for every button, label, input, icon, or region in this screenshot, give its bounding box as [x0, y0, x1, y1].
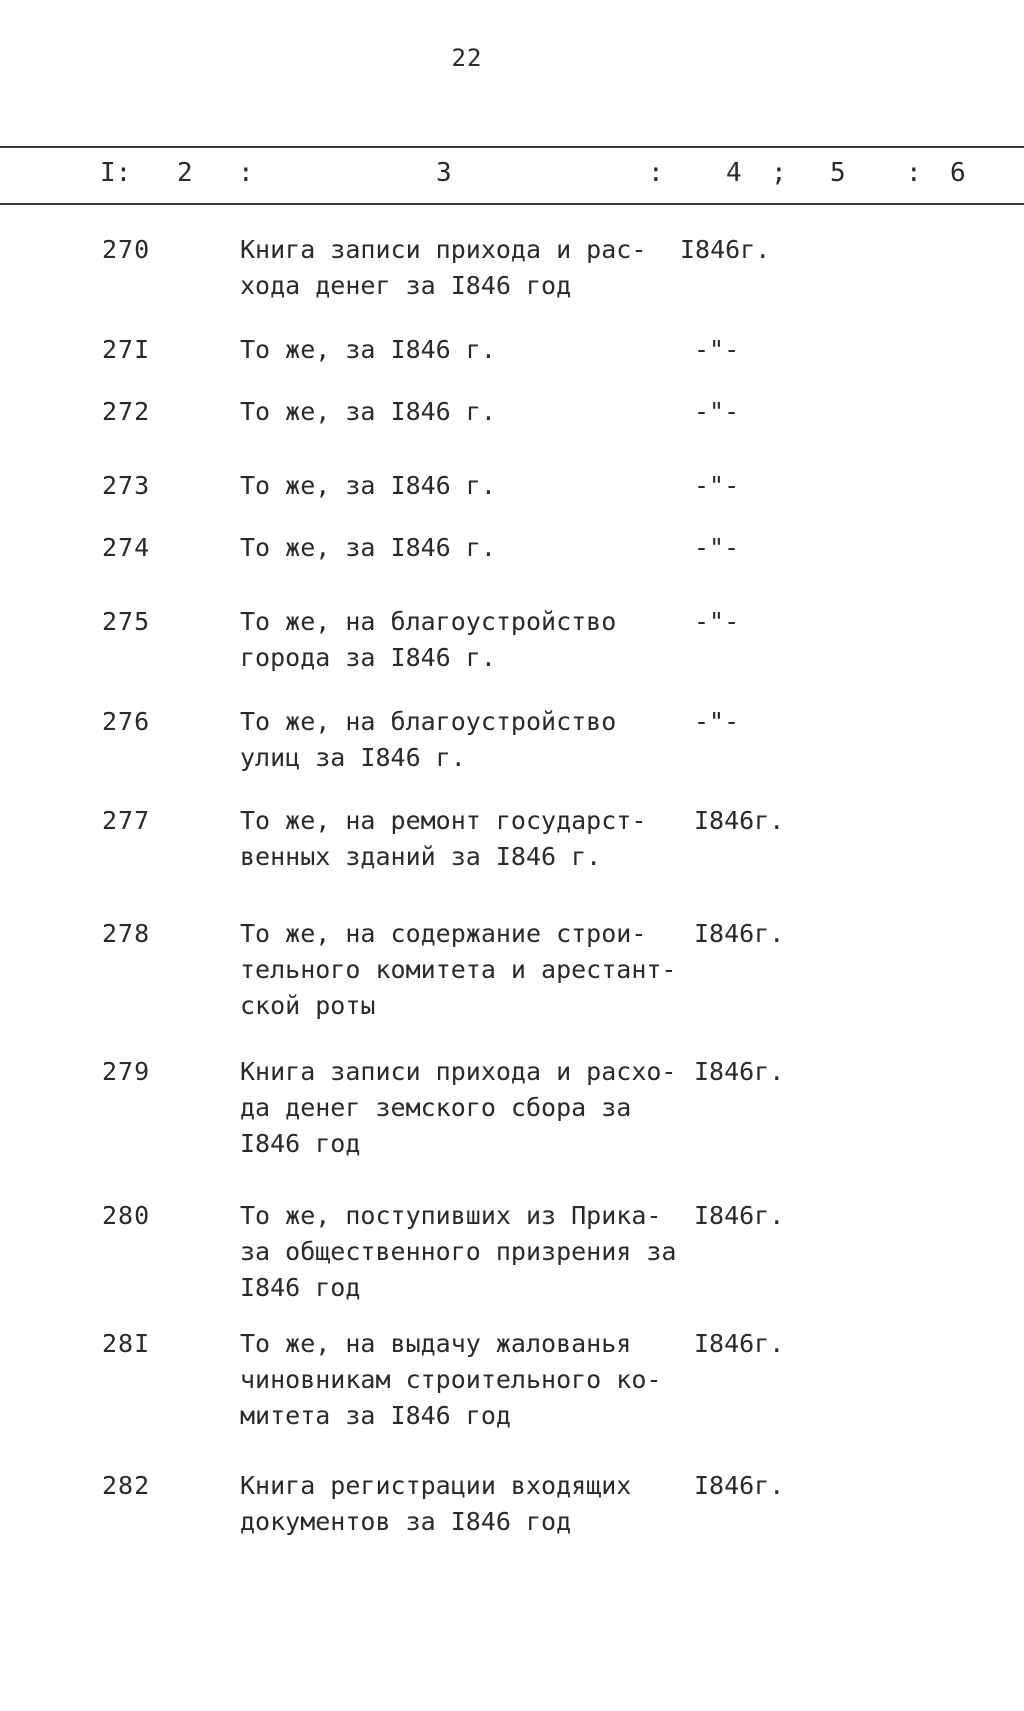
entry-number: 28I: [102, 1329, 151, 1358]
entry-date: -"-: [694, 707, 740, 736]
entry-number: 276: [102, 707, 151, 736]
column-separator: :: [238, 158, 254, 188]
entry-title: То же, за I846 г.: [240, 335, 496, 364]
header-top-rule: [0, 146, 1024, 148]
entry-date: -"-: [694, 397, 740, 426]
entry-number: 272: [102, 397, 151, 426]
entry-date: I846г.: [694, 1329, 785, 1358]
entry-title: Книга записи прихода и рас- хода денег за I846 год: [240, 235, 647, 300]
entry-number: 278: [102, 919, 151, 948]
entry-title: То же, на благоустройство улиц за I846 г.: [240, 707, 617, 772]
column-6-header: 6: [950, 158, 966, 188]
column-4-header: 4: [726, 158, 742, 188]
entry-number: 277: [102, 806, 151, 835]
entry-number: 273: [102, 471, 151, 500]
entry-date: I846г.: [694, 806, 785, 835]
entry-title: То же, на ремонт государст- венных зданий за I846 г.: [240, 806, 647, 871]
entry-date: -"-: [694, 471, 740, 500]
entry-title: То же, на содержание строи- тельного комитета и арестант- ской роты: [240, 919, 677, 1020]
entry-date: I846г.: [694, 1201, 785, 1230]
entry-date: -"-: [694, 335, 740, 364]
entry-title: То же, за I846 г.: [240, 533, 496, 562]
column-2-header: 2: [177, 158, 193, 188]
entry-date: I846г.: [694, 1057, 785, 1086]
entry-date: I846г.: [694, 1471, 785, 1500]
entry-number: 274: [102, 533, 151, 562]
entry-number: 279: [102, 1057, 151, 1086]
entry-title: То же, за I846 г.: [240, 397, 496, 426]
column-5-header: 5: [830, 158, 846, 188]
column-3-header: 3: [436, 158, 452, 188]
column-1-header: I:: [100, 158, 132, 188]
entry-title: То же, на благоустройство города за I846 г.: [240, 607, 617, 672]
entry-number: 270: [102, 235, 151, 264]
page-number: 22: [451, 44, 483, 72]
entry-title: То же, поступивших из Прика- за общественного призрения за I846 год: [240, 1201, 677, 1302]
entry-number: 282: [102, 1471, 151, 1500]
header-bottom-rule: [0, 203, 1024, 205]
entry-date: I846г.: [680, 235, 771, 264]
entry-number: 280: [102, 1201, 151, 1230]
entry-date: -"-: [694, 533, 740, 562]
column-separator: ;: [771, 158, 787, 188]
entry-date: -"-: [694, 607, 740, 636]
column-separator: :: [906, 158, 922, 188]
entry-number: 27I: [102, 335, 151, 364]
column-separator: :: [648, 158, 664, 188]
entry-title: То же, на выдачу жалованья чиновникам строительного ко- митета за I846 год: [240, 1329, 662, 1430]
entry-title: Книга регистрации входящих документов за I846 год: [240, 1471, 632, 1536]
entry-number: 275: [102, 607, 151, 636]
entry-title: То же, за I846 г.: [240, 471, 496, 500]
entry-title: Книга записи прихода и расхо- да денег земского сбора за I846 год: [240, 1057, 677, 1158]
entry-date: I846г.: [694, 919, 785, 948]
